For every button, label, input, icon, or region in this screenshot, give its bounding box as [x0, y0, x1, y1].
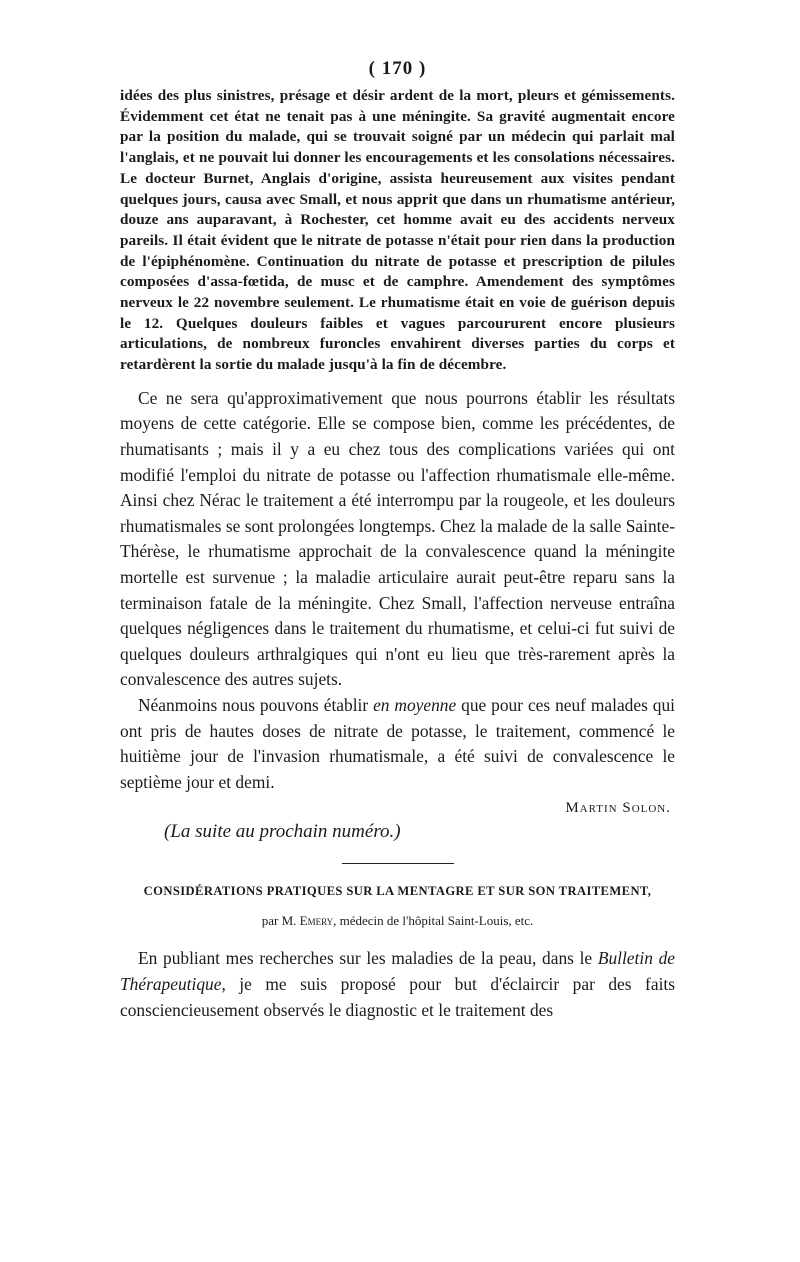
opening-text-end: , je me suis proposé pour but d'éclaircir par des faits consciencieusement observés le diagnostic et le traitement des	[120, 973, 675, 1020]
conclusion-emphasis: en moyenne	[373, 694, 457, 715]
author-signature: Martin Solon.	[565, 800, 671, 817]
article-byline	[120, 912, 675, 930]
conclusion-paragraph	[120, 693, 675, 795]
byline-author: Emery	[299, 913, 334, 929]
section-divider	[342, 863, 454, 864]
page-number: ( 170 )	[368, 58, 427, 79]
continuation-note: (La suite au prochain numéro.)	[164, 821, 401, 843]
conclusion-text-start: Néanmoins nous pouvons établir	[138, 694, 374, 715]
journal-title: Bulletin de Thérapeutique	[120, 948, 675, 994]
byline-suffix: , médecin de l'hôpital Saint-Louis, etc.	[333, 913, 534, 929]
conclusion-text-end: que pour ces neuf malades qui ont pris de hautes doses de nitrate de potasse, le traitement, commencé le huitième jour de l'invasion rhumatismale, a été suivi de convalescence le septième jour et demi.	[120, 694, 675, 792]
article-title: CONSIDÉRATIONS PRATIQUES SUR LA MENTAGRE ET SUR SON TRAITEMENT,	[143, 884, 652, 899]
document-page	[120, 58, 675, 1023]
opening-text-start: En publiant mes recherches sur les maladies de la peau, dans le	[138, 948, 598, 969]
byline-prefix: par M.	[261, 913, 300, 929]
case-report-paragraph: idées des plus sinistres, présage et désir ardent de la mort, pleurs et gémissements. Évidemment cet état ne tenait pas à une méningite. Sa gravité augmentait encore par la position du malade, qui se trouvait soigné par un médecin qui parlait mal l'anglais, et ne pouvait lui donner les encouragements et les consolations nécessaires. Le docteur Burnet, Anglais d'origine, assista heureusement aux visites pendant quelques jours, causa avec Small, et nous apprit que dans un rhumatisme antérieur, douze ans auparavant, à Rochester, cet homme avait eu des accidents nerveux pareils. Il était évident que le nitrate de potasse n'était pour rien dans la production de l'épiphénomène. Continuation du nitrate de potasse et prescription de pilules composées d'assa-fœtida, de musc et de camphre. Amendement des symptômes nerveux le 22 novembre seulement. Le rhumatisme était en voie de guérison depuis le 12. Quelques douleurs faibles et vagues parcoururent encore plusieurs articulations, de nombreux furoncles envahirent diverses parties du corps et retardèrent la sortie du malade jusqu'à la fin de décembre.	[120, 87, 675, 374]
summary-paragraph: Ce ne sera qu'approximativement que nous pourrons établir les résultats moyens de cette catégorie. Elle se compose bien, comme les précédentes, de rhumatisants ; mais il y a eu chez tous des complications variées qui ont modifié l'emploi du nitrate de potasse ou l'affection rhumatismale elle-même. Ainsi chez Nérac le traitement a été interrompu par la rougeole, et les douleurs rhumatismales se sont prolongées longtemps. Chez la malade de la salle Sainte-Thérèse, le rhumatisme approchait de la convalescence quand la méningite mortelle est survenue ; la maladie articulaire aurait peut-être reparu sans la terminaison fatale de la méningite. Chez Small, l'affection nerveuse entraîna quelques négligences dans le traitement du rhumatisme, et celui-ci fut suivi de quelques douleurs arthralgiques qui n'ont eu lieu que très-rarement après la convalescence des autres sujets.	[120, 387, 675, 690]
article-opening-paragraph	[120, 946, 675, 1023]
